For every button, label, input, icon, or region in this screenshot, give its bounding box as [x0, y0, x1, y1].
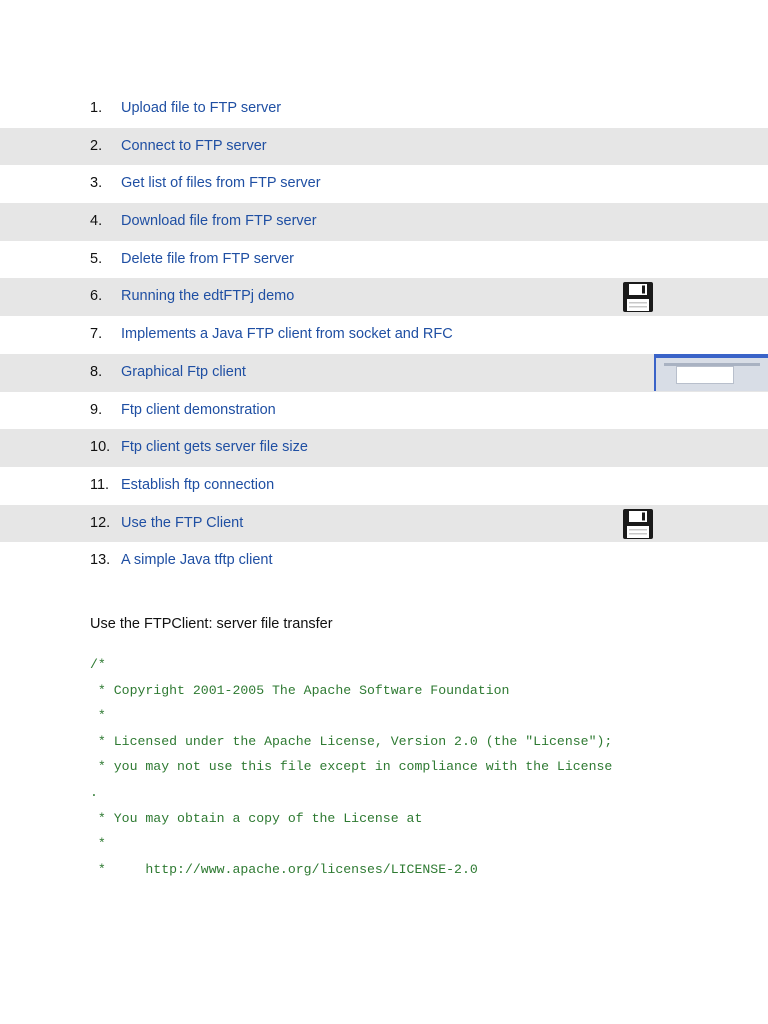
- item-number: 6.: [90, 288, 103, 305]
- related-examples-list: [0, 90, 768, 580]
- code-line: * http://www.apache.org/licenses/LICENSE-2.0: [90, 861, 478, 877]
- item-number: 13.: [90, 552, 111, 569]
- list-item: [0, 241, 768, 279]
- list-item: [0, 90, 768, 128]
- thumbnail-panel: [676, 366, 734, 384]
- item-number: 12.: [90, 514, 111, 531]
- link-use-ftp-client[interactable]: Use the FTP Client: [121, 514, 244, 531]
- link-ftp-client-demo[interactable]: Ftp client demonstration: [121, 401, 276, 418]
- floppy-disk-icon[interactable]: [622, 281, 654, 313]
- link-download-file[interactable]: Download file from FTP server: [121, 213, 317, 230]
- code-line: * Licensed under the Apache License, Version 2.0 (the "License");: [90, 733, 613, 749]
- item-number: 10.: [90, 439, 111, 456]
- list-item: [0, 278, 768, 316]
- code-line: /*: [90, 657, 106, 672]
- list-item: [0, 505, 768, 543]
- link-list-files[interactable]: Get list of files from FTP server: [121, 175, 321, 192]
- item-number: 5.: [90, 250, 103, 267]
- link-delete-file[interactable]: Delete file from FTP server: [121, 250, 294, 267]
- list-item: [0, 128, 768, 166]
- thumbnail-window: [656, 358, 768, 391]
- list-item: [0, 542, 768, 580]
- list-item: [0, 203, 768, 241]
- floppy-disk-icon[interactable]: [622, 508, 654, 540]
- list-item: [0, 316, 768, 354]
- item-number: 7.: [90, 326, 103, 343]
- link-graphical-ftp-client[interactable]: Graphical Ftp client: [121, 363, 246, 380]
- item-number: 3.: [90, 175, 103, 192]
- link-server-file-size[interactable]: Ftp client gets server file size: [121, 439, 308, 456]
- list-item: [0, 429, 768, 467]
- code-line: .: [90, 784, 98, 800]
- list-item: [0, 467, 768, 505]
- item-number: 4.: [90, 213, 103, 230]
- item-number: 9.: [90, 401, 103, 418]
- link-edtftpj-demo[interactable]: Running the edtFTPj demo: [121, 288, 295, 305]
- link-java-ftp-client-rfc[interactable]: Implements a Java FTP client from socket and RFC: [121, 326, 453, 343]
- item-number: 11.: [90, 476, 110, 493]
- link-upload-file[interactable]: Upload file to FTP server: [121, 100, 282, 116]
- item-number: 8.: [90, 363, 103, 380]
- section-heading: Use the FTPClient: server file transfer: [90, 616, 333, 632]
- list-item: [0, 354, 768, 392]
- link-establish-connection[interactable]: Establish ftp connection: [121, 476, 275, 493]
- code-line: * you may not use this file except in compliance with the License: [90, 759, 613, 775]
- code-line: *: [90, 836, 106, 852]
- item-number: 2.: [90, 137, 103, 154]
- code-line: * Copyright 2001-2005 The Apache Software Foundation: [90, 682, 510, 698]
- list-item: [0, 392, 768, 430]
- item-number: 1.: [90, 100, 103, 116]
- code-block: [90, 652, 760, 882]
- list-item: [0, 165, 768, 203]
- link-connect[interactable]: Connect to FTP server: [121, 137, 267, 154]
- screenshot-thumbnail[interactable]: [654, 354, 768, 391]
- code-line: * You may obtain a copy of the License at: [90, 810, 423, 826]
- code-line: *: [90, 708, 106, 724]
- link-java-tftp-client[interactable]: A simple Java tftp client: [121, 552, 273, 569]
